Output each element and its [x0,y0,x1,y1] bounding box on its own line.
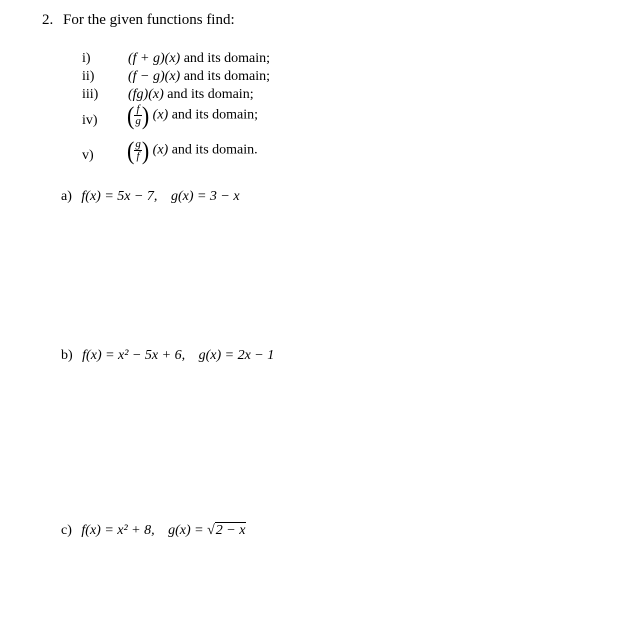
item-iv [127,100,259,130]
part-c-g-prefix: g(x) = √ [168,523,215,538]
problem-number: 2. [42,12,54,28]
item-ii-expr: (f − g)(x) [128,69,181,84]
item-v-expr: (x) [152,142,169,158]
part-b [61,348,274,364]
item-numeral-ii: ii) [82,69,95,84]
fraction-numerator: g [135,138,141,150]
part-c-f: f(x) = x² + 8, [81,523,155,538]
part-c-g-radicand: 2 − x [215,523,246,538]
part-a-f: f(x) = 5x − 7, [81,189,158,204]
item-v-text: and its domain. [171,142,258,158]
item-iii-text: and its domain; [167,87,254,102]
fraction-f-over-g [134,104,142,127]
item-iv-expr: (x) [152,107,169,123]
part-b-f: f(x) = x² − 5x + 6, [82,348,186,363]
fraction-denominator: f [136,150,140,162]
part-c-label: c) [61,523,72,538]
item-ii [128,69,270,85]
left-paren: ( [127,135,135,165]
part-a [61,189,240,205]
item-numeral-v: v) [82,148,94,163]
item-i-expr: (f + g)(x) [128,51,181,66]
right-paren: ) [141,135,150,165]
fraction-numerator: f [134,104,142,116]
item-i [128,51,270,67]
fraction-g-over-f [134,139,142,162]
part-b-label: b) [61,348,73,363]
part-a-label: a) [61,189,72,204]
item-v [127,135,258,165]
part-a-g: g(x) = 3 − x [170,189,240,204]
item-numeral-iii: iii) [82,87,99,102]
item-numeral-iv: iv) [82,113,98,128]
item-numeral-i: i) [82,51,91,66]
problem-prompt: For the given functions find: [63,12,235,28]
item-iii-expr: (fg)(x) [128,87,164,102]
item-ii-text: and its domain; [183,69,271,84]
fraction-denominator: g [135,115,141,127]
left-paren: ( [127,100,135,130]
part-b-g: g(x) = 2x − 1 [198,348,275,363]
right-paren: ) [141,100,150,130]
item-iv-text: and its domain; [171,107,259,123]
part-c [61,522,246,539]
item-i-text: and its domain; [183,51,271,66]
problem-heading [42,12,235,29]
